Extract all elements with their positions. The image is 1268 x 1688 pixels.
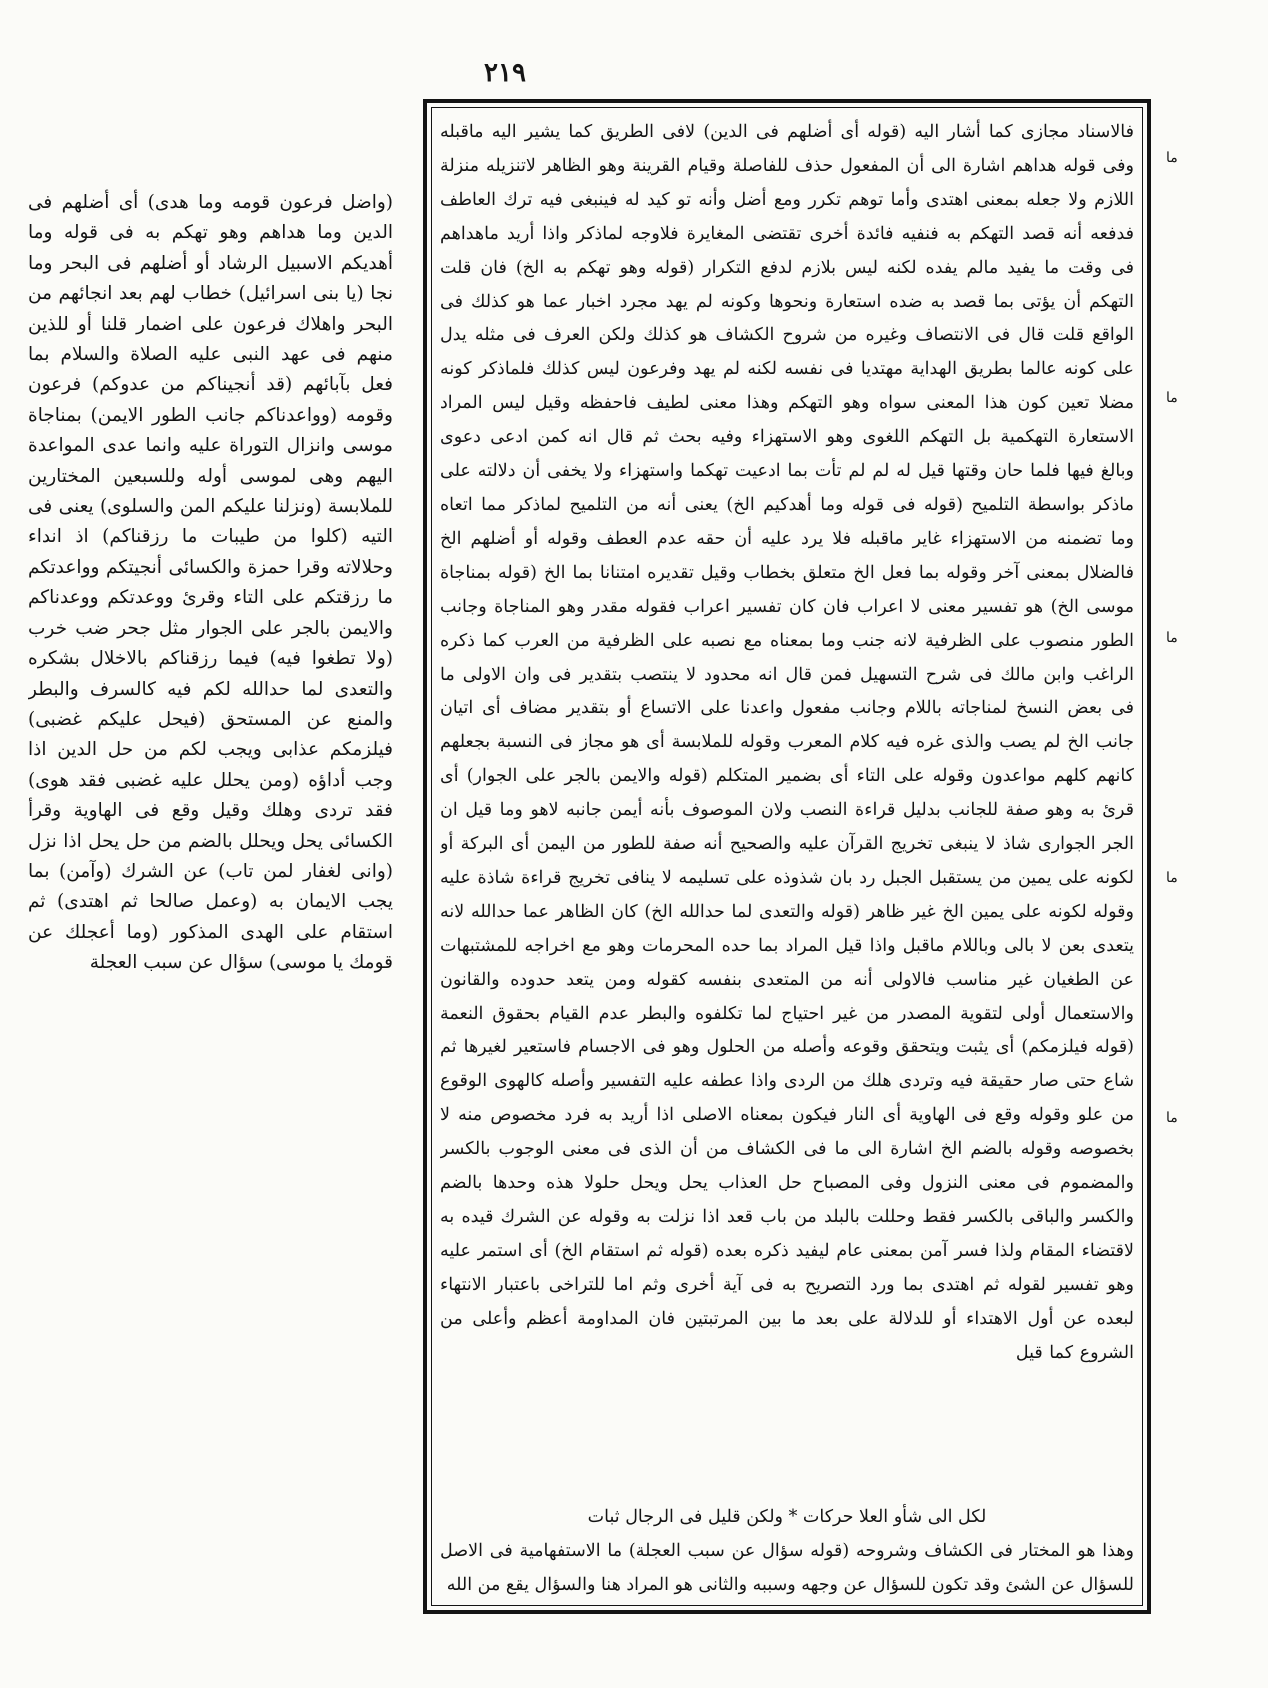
side-mark: ما [1166,150,1178,166]
margin-tafsir-text: (واضل فرعون قومه وما هدى) أى أضلهم فى الدين وما هداهم وهو تهكم به فى قوله وما أهديكم الاسبيل الرشاد أو أضلهم فى البحر وما نجا (يا بنى اسرائيل) خطاب لهم بعد انجائهم من البحر واهلاك فرعون على اضمار قلنا أو للذين منهم فى عهد النبى عليه الصلاة والسلام بما فعل بآبائهم (قد أنجيناكم من عدوكم) فرعون وقومه (وواعدناكم جانب الطور الايمن) بمناجاة موسى وانزال التوراة عليه وانما عدى المواعدة اليهم وهى لموسى أوله وللسبعين المختارين للملابسة (ونزلنا عليكم المن والسلوى) يعنى فى التيه (كلوا من طيبات ما رزقناكم) اذ انداء وحلالاته وقرا حمزة والكسائى أنجيتكم وواعدتكم ما رزقتكم على التاء وقرئ ووعدتكم ووعدناكم والايمن بالجر على الجوار مثل جحر ضب خرب (ولا تطغوا فيه) فيما رزقناكم بالاخلال بشكره والتعدى لما حدالله لكم فيه كالسرف والبطر والمنع عن المستحق (فيحل عليكم غضبى) فيلزمكم عذابى ويجب لكم من حل الدين اذا وجب أداؤه (ومن يحلل عليه غضبى فقد هوى) فقد تردى وهلك وقيل وقع فى الهاوية وقرأ الكسائى يحل ويحلل بالضم من حل يحل اذا نزل (وانى لغفار لمن تاب) عن الشرك (وآمن) بما يجب الايمان به (وعمل صالحا ثم اهتدى) ثم استقام على الهدى المذكور (وما أعجلك عن قومك يا موسى) سؤال عن سبب العجلة [28,192,393,974]
side-mark: ما [1166,390,1178,406]
page-number: ٢١٩ [484,58,526,88]
main-commentary-text: فالاسناد مجازى كما أشار اليه (قوله أى أضلهم فى الدين) لافى الطريق كما يشير اليه ماقبله وفى قوله هداهم اشارة الى أن المفعول حذف للفاصلة وقيام القرينة وهو الظاهر لاتنزيله منزلة اللازم ولا جعله بمعنى اهتدى وأما توهم تكرر ومع أضل وأنه تو كيد له فينبغى فيه ترك العاطف فدفعه أنه قصد التهكم به فنفيه فائدة أخرى تقتضى المغايرة فلاوجه لماذكر واذا أريد ماهداهم فى وقت ما يفيد مالم يفده لكنه ليس بلازم لدفع التكرار (قوله وهو تهكم به الخ) فان قلت التهكم أن يؤتى بما قصد به ضده استعارة ونحوها وكونه لم يهد مجرد اخبار عما هو كذلك فى الواقع قلت قال فى الانتصاف وغيره من شروح الكشاف هو كذلك ولكن العرف فى مثله يدل على كونه عالما بطريق الهداية مهتديا فى نفسه لكنه لم يهد وفرعون ليس كذلك فلماذكر كونه مضلا تعين كون هذا المعنى سواه وهو التهكم وهذا معنى لطيف فاحفظه وقيل ليس المراد الاستعارة التهكمية بل التهكم اللغوى وهو الاستهزاء وفيه بحث ثم قال انه كمن ادعى دعوى وبالغ فيها فلما حان وقتها قيل له لم لم تأت بما ادعيت تهكما واستهزاء ولا يخفى أن دلالته على ماذكر بواسطة التلميح (قوله فى قوله وما أهدكيم الخ) يعنى أنه من التلميح لماذكر مما اتعاه وما تضمنه من الاستهزاء غاير ماقبله فلا يرد عليه أن حقه عدم العطف وقوله أو أضلهم الخ فالضلال بمعنى آخر وقوله بما فعل الخ متعلق بخطاب وقيل تقديره امتنانا بما الخ (قوله بمناجاة موسى الخ) هو تفسير معنى لا اعراب فان كان تفسير اعراب فقوله مقدر وهو المناجاة وجانب الطور منصوب على الظرفية لانه جنب وما بمعناه مع نصبه على الظرفية من العرب كما ذكره الراغب وابن مالك فى شرح التسهيل فمن قال انه محدود لا ينتصب بتقدير فى وان الاولى ما فى بعض النسخ لمناجاته باللام وجانب مفعول واعدنا على الاتساع أو بتقدير مضاف أى اتيان جانب الخ لم يصب والذى غره فيه كلام المعرب وقوله للملابسة أى هو مجاز فى النسبة بجعلهم كانهم كلهم مواعدون وقوله على التاء أى بضمير المتكلم (قوله والايمن بالجر على الجوار) أى قرئ به وهو صفة للجانب بدليل قراءة النصب ولان الموصوف بأنه أيمن جانبه لاهو وما قيل ان الجر الجوارى شاذ لا ينبغى تخريج القرآن عليه والصحيح أنه صفة للطور من اليمن أى البركة أو لكونه على يمين من يستقبل الجبل رد بان شذوذه على تسليمه لا ينافى تخريج قراءة شاذة عليه وقوله لكونه على يمين الخ غير ظاهر (قوله والتعدى لما حدالله الخ) كان الظاهر عما حدالله لانه يتعدى بعن لا بالى وباللام ماقبل واذا قيل المراد بما حده المحرمات وهو مع اخراجه للمشتبهات عن الطغيان غير مناسب فالاولى أنه من المتعدى بنفسه كقوله ومن يتعد حدوده والقانون والاستعمال أولى لتقوية المصدر من غير احتياج لما تكلفوه والبطر عدم القيام بحقوق النعمة (قوله فيلزمكم) أى يثبت ويتحقق وقوعه وأصله من الحلول وهو فى الاجسام فاستعير لغيرها ثم شاع حتى صار حقيقة فيه وتردى هلك من الردى واذا عطفه عليه التفسير وأصله كالهوى الوقوع من علو وقوله وقع فى الهاوية أى النار فيكون بمعناه الاصلى اذا أريد به فرد مخصوص منه لا بخصوصه وقوله بالضم الخ اشارة الى ما فى الكشاف من أن الذى فى معنى الوجوب بالكسر والمضموم فى معنى النزول وفى المصباح حل العذاب يحل ويحل حلولا هذه وحدها بالضم والكسر والباقى بالكسر فقط وحللت بالبلد من باب قعد اذا نزلت به وقوله عن الشرك قيده به لاقتضاء المقام ولذا فسر آمن بمعنى عام ليفيد ذكره بعده (قوله ثم استقام الخ) أى استمر عليه وهو تفسير لقوله ثم اهتدى بما ورد التصريح به فى آية أخرى وثم اما للتراخى باعتبار الانتهاء لبعده عن أول الاهتداء أو للدلالة على بعد ما بين المرتبتين فان المداومة أعظم وأعلى من الشروع كما قيل [440,122,1134,1363]
side-margin-marks [1163,130,1183,1170]
poetry-verse: لكل الى شأو العلا حركات * ولكن قليل فى الرجال ثبات [587,1507,987,1527]
side-mark: ما [1166,870,1178,886]
side-mark: ما [1166,1110,1178,1126]
closing-commentary-text: وهذا هو المختار فى الكشاف وشروحه (قوله سؤال عن سبب العجلة) ما الاستفهامية فى الاصل للسؤال عن الشئ وقد تكون للسؤال عن وجهه وسببه والثانى هو المراد هنا والسؤال يقع من الله [440,1541,1134,1595]
side-mark: ما [1166,630,1178,646]
